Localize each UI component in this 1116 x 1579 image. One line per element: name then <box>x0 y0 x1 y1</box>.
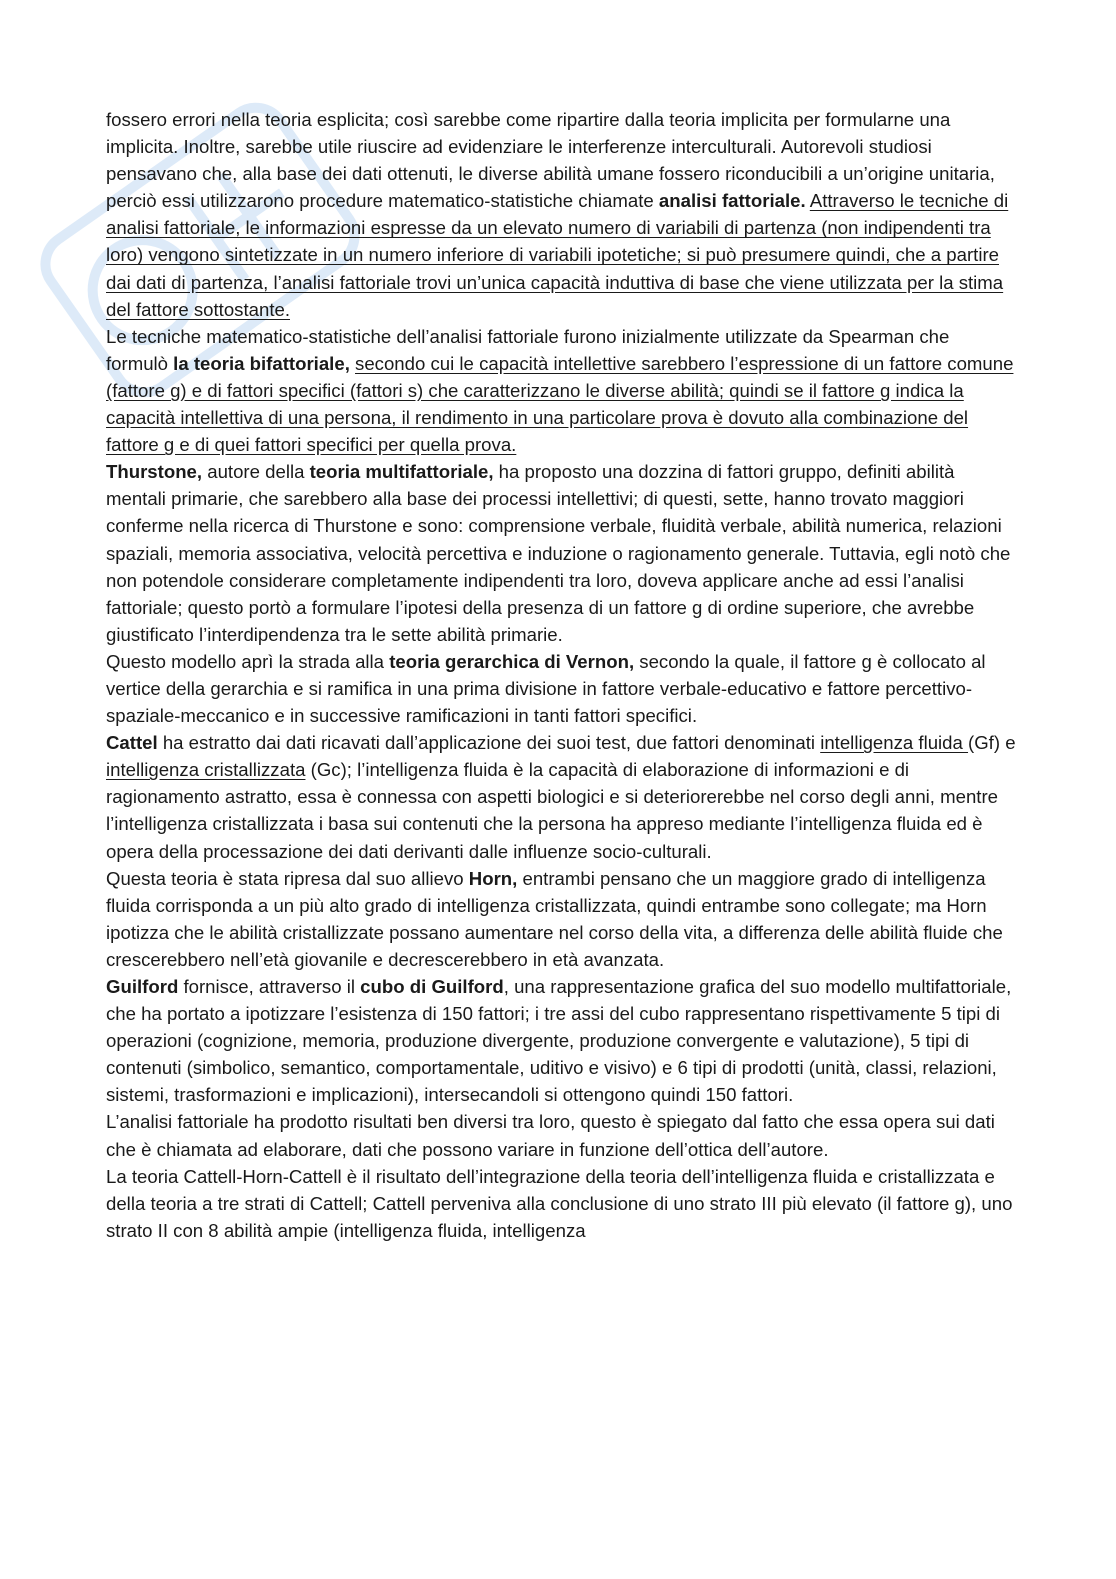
bold-term: teoria gerarchica di Vernon, <box>389 650 635 672</box>
text-run: (Gc); l’intelligenza fluida è la capacità di elaborazione di informazioni e di ragionamento astratto, essa è connessa con aspetti biologici e si deteriorerebbe nel corso degli anni, mentre l’intelligenza cristallizzata i basa sui contenuti che la persona ha appreso mediante l’intelligenza fluida ed è opera della processazione dei dati derivanti dalle influenze socio-culturali. <box>106 759 998 862</box>
paragraph <box>106 323 1016 458</box>
underlined-text: secondo cui le capacità intellettive sarebbero l’espressione di un fattore comune (fattore g) e di fattori specifici (fattori s) che caratterizzano le diverse abilità; quindi se il fattore g indica la capacità intellettiva di una persona, il rendimento in una particolare prova è dovuto alla combinazione del fattore g e di quei fattori specifici per quella prova. <box>106 352 1014 456</box>
text-run: Questo modello aprì la strada alla <box>106 650 390 672</box>
paragraph <box>106 973 1016 1108</box>
text-run: (Gf) e <box>968 732 1016 754</box>
paragraph <box>106 729 1016 864</box>
text-run: Le tecniche matematico-statistiche dell’analisi fattoriale furono inizialmente utilizzate da Spearman che formulò <box>106 325 950 374</box>
paragraph <box>106 648 1016 729</box>
text-run: secondo la quale, il fattore g è collocato al vertice della gerarchia e si ramifica in una prima divisione in fattore verbale-educativo e fattore percettivo-spaziale-meccanico e in successive ramificazioni in tanti fattori specifici. <box>106 650 986 727</box>
text-run: La teoria Cattell-Horn-Cattell è il risultato dell’integrazione della teoria dell’intelligenza fluida e cristallizzata e della teoria a tre strati di Cattell; Cattell perveniva alla conclusione di uno strato III più elevato (il fattore g), uno strato II con 8 abilità ampie (intelligenza fluida, intelligenza <box>106 1165 1013 1241</box>
underlined-text: Attraverso le tecniche di analisi fattoriale, le informazioni espresse da un elevato numero di variabili di partenza (non indipendenti tra loro) vengono sintetizzate in un numero inferiore di variabili ipotetiche; si può presumere quindi, che a partire dai dati di partenza, l’analisi fattoriale trovi un’unica capacità induttiva di base che viene utilizzata per la stima del fattore sottostante. <box>106 190 1009 320</box>
paragraph <box>106 865 1016 973</box>
bold-term: Cattel <box>106 732 158 754</box>
text-run: ha estratto dai dati ricavati dall’applicazione dei suoi test, due fattori denominati <box>157 732 821 754</box>
text-run: fornisce, attraverso il <box>178 976 361 997</box>
text-run: Questa teoria è stata ripresa dal suo allievo <box>106 867 469 889</box>
text-run: fossero errori nella teoria esplicita; così sarebbe come ripartire dalla teoria implicita per formularne una implicita. Inoltre, sarebbe utile riuscire ad evidenziare le interferenze interculturali. Autorevoli studiosi pensavano che, alla base dei dati ottenuti, le diverse abilità umane fossero riconducibili a un’origine unitaria, perciò essi utilizzarono procedure matematico-statistiche chiamate <box>106 109 995 212</box>
bold-term: cubo di Guilford <box>360 976 504 997</box>
bold-term: Thurstone, <box>106 461 203 483</box>
document-body <box>106 106 1016 1244</box>
paragraph <box>106 1108 1016 1162</box>
paragraph <box>106 106 1016 323</box>
underlined-text: intelligenza cristallizzata <box>106 759 306 781</box>
bold-term: la teoria bifattoriale, <box>173 352 350 374</box>
paragraph <box>106 1163 1016 1244</box>
text-run: entrambi pensano che un maggiore grado di intelligenza fluida corrisponda a un più alto grado di intelligenza cristallizzata, quindi entrambe sono collegate; ma Horn ipotizza che le abilità cristallizzate possano aumentare nel corso della vita, a differenza delle abilità fluide che crescerebbero nell’età giovanile e decrescerebbero in età avanzata. <box>106 867 1003 970</box>
paragraph <box>106 458 1016 648</box>
text-run: autore della <box>202 461 310 483</box>
bold-term: analisi fattoriale. <box>658 190 806 212</box>
bold-term: teoria multifattoriale, <box>309 461 494 483</box>
text-run: ha proposto una dozzina di fattori gruppo, definiti abilità mentali primarie, che sarebbero alla base dei processi intellettivi; di questi, sette, hanno trovato maggiori conferme nella ricerca di Thurstone e sono: comprensione verbale, fluidità verbale, abilità numerica, relazioni spaziali, memoria associativa, velocità percettiva e induzione o ragionamento generale. Tuttavia, egli notò che non potendole considerare completamente indipendenti tra loro, doveva applicare anche ad essi l’analisi fattoriale; questo portò a formulare l’ipotesi della presenza di un fattore g di ordine superiore, che avrebbe giustificato l’interdipendenza tra le sette abilità primarie. <box>106 461 1011 645</box>
bold-term: Guilford <box>106 976 179 997</box>
bold-term: Horn, <box>468 867 518 889</box>
text-run: , una rappresentazione grafica del suo modello multifattoriale, che ha portato a ipotizzare l’esistenza di 150 fattori; i tre assi del cubo rappresentano rispettivamente 5 tipi di operazioni (cognizione, memoria, produzione divergente, produzione convergente e valutazione), 5 tipi di contenuti (simbolico, semantico, comportamentale, uditivo e visivo) e 6 tipi di prodotti (unità, classi, relazioni, sistemi, trasformazioni e implicazioni), intersecandoli si ottengono quindi 150 fattori. <box>106 976 1012 1106</box>
text-run: L’analisi fattoriale ha prodotto risultati ben diversi tra loro, questo è spiegato dal fatto che essa opera sui dati che è chiamata ad elaborare, dati che possono variare in funzione dell’ottica dell’autore. <box>106 1111 995 1160</box>
underlined-text: intelligenza fluida <box>820 732 969 754</box>
